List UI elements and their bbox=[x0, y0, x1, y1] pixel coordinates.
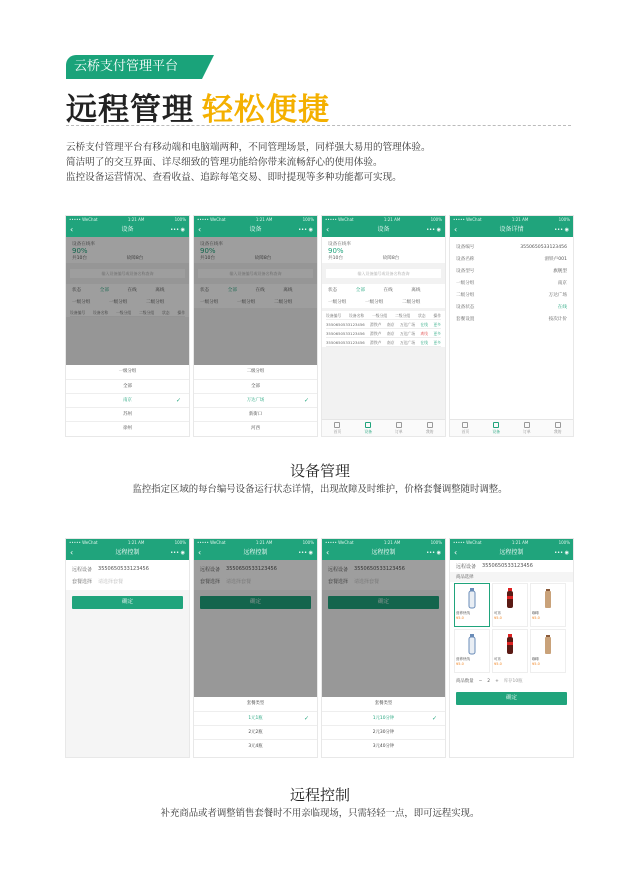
divider bbox=[66, 125, 571, 126]
home-icon bbox=[334, 422, 340, 428]
tab-home[interactable]: 首页 bbox=[334, 422, 342, 435]
tab-order[interactable]: 订单 bbox=[523, 422, 531, 435]
more-icon[interactable]: ••• ◉ bbox=[426, 227, 441, 233]
package-sheet: 套餐类型 1元1瓶 ✓ 2元2瓶 3元4瓶 bbox=[194, 697, 317, 758]
sheet-option[interactable]: 全部 bbox=[194, 379, 317, 393]
product-card[interactable]: 咖啡 ¥5.0 bbox=[530, 629, 566, 673]
tab-device[interactable]: 设备 bbox=[364, 422, 372, 435]
sheet-option[interactable]: 2元2瓶 bbox=[194, 725, 317, 739]
search-input[interactable]: 输入设备编号或设备名称查询 bbox=[326, 269, 441, 278]
tab-online[interactable]: 在线 bbox=[383, 288, 393, 293]
intro-line: 云桥支付管理平台有移动端和电脑端两种，不同管理场景，同样强大易用的管理体验。 bbox=[66, 142, 431, 153]
back-icon[interactable]: ‹ bbox=[326, 225, 330, 234]
section2-title: 远程控制 bbox=[289, 786, 350, 804]
product-card[interactable]: 可乐 ¥5.0 bbox=[492, 583, 528, 627]
phone-device-detail bbox=[449, 215, 574, 437]
device-body: 设备在线率 90% 共10台 故障8台 输入设备编号或设备名称查询 状态 全部 在线 离线 一级分组 一级分组 二级分组 设备编号 设备名称 一级分组 二级分组 状态 操作 一级分组 全部 南京 ✓ 苏州 徐州 bbox=[66, 237, 189, 437]
nav-bar bbox=[66, 223, 189, 237]
nav-bar: ‹ 设备详情 ••• ◉ bbox=[450, 223, 573, 237]
order-icon bbox=[524, 422, 530, 428]
tab-device[interactable]: 设备 bbox=[492, 422, 500, 435]
tab-order[interactable]: 订单 bbox=[395, 422, 403, 435]
user-icon bbox=[427, 422, 433, 428]
table-row[interactable]: 3550650533123456 滑铁卢 南京 万达广场 离线 更多 bbox=[326, 331, 441, 336]
sheet-option[interactable]: 3元4瓶 bbox=[194, 739, 317, 753]
region1-sheet: 一级分组 全部 南京 ✓ 苏州 徐州 bbox=[66, 365, 189, 437]
confirm-button[interactable]: 确定 bbox=[456, 692, 567, 705]
home-icon bbox=[462, 422, 468, 428]
phone-remote-sheet-b: ••••• WeChat 1:21 AM 100% ‹ 远程控制 ••• ◉ 远程设备 3550650533123456 套餐选择 请选择套餐 确定 套餐类型 1元10分钟 ✓ 2元30分钟 3元40分钟 bbox=[321, 538, 446, 758]
phone-remote: ••••• WeChat 1:21 AM 100% ‹ 远程控制 ••• ◉ 远程设备 3550650533123456 套餐选择 请选择套餐 确定 bbox=[65, 538, 190, 758]
product-card[interactable]: 营养快线 ¥5.0 bbox=[454, 583, 490, 627]
intro-text bbox=[66, 140, 431, 185]
user-icon bbox=[555, 422, 561, 428]
plus-icon[interactable]: + bbox=[495, 678, 499, 684]
region2-select[interactable]: 二级分组 bbox=[402, 300, 421, 305]
confirm-button[interactable]: 确定 bbox=[200, 596, 311, 609]
headline-gold: 轻松便捷 bbox=[202, 92, 330, 128]
coffee-icon bbox=[543, 587, 553, 609]
order-icon bbox=[396, 422, 402, 428]
region2-sheet: 二级分组 全部 万达广场 ✓ 新街口 河西 bbox=[194, 365, 317, 437]
bottle-icon bbox=[467, 633, 477, 655]
table-row[interactable]: 3550650533123456 滑铁卢 南京 万达广场 在线 更多 bbox=[326, 340, 441, 345]
more-icon[interactable]: ••• ◉ bbox=[426, 550, 441, 556]
section1-title: 设备管理 bbox=[289, 462, 350, 480]
overlay[interactable] bbox=[66, 237, 189, 373]
sheet-option[interactable]: 全部 bbox=[66, 379, 189, 393]
phone-device-list: ••••• WeChat 1:21 AM 100% ‹ 设备 ••• ◉ 设备在线率 90% 共10台 故障8台 输入设备编号或设备名称查询 状态 全部 在线 离线 一级分组 一级分组 二级分组 设备编号 设备名称 一级分组 二级分组 状态 操作 3550650533123456 滑铁卢 南京 万达广场 在线 更多 3550650533123456 滑铁卢 南京 万达广场 离线 更多 3550650533123456 滑铁卢 南京 万达广场 在线 更多 首页 设备 订单 我的 bbox=[321, 215, 446, 437]
overlay[interactable] bbox=[322, 560, 445, 697]
sheet-option[interactable]: 1元1瓶 ✓ bbox=[194, 711, 317, 725]
status-bar: ••••• WeChat 1:21 AM 100% bbox=[322, 216, 445, 223]
cola-icon bbox=[505, 587, 515, 609]
sheet-option[interactable]: 河西 bbox=[194, 421, 317, 435]
region1-select[interactable]: 一级分组 bbox=[365, 300, 384, 305]
nav-bar: ‹ 远程控制 ••• ◉ bbox=[66, 546, 189, 560]
tab-me[interactable]: 我的 bbox=[554, 422, 562, 435]
status-bar: ••••• WeChat 1:21 AM 100% bbox=[194, 216, 317, 223]
tab-me[interactable]: 我的 bbox=[426, 422, 434, 435]
more-icon[interactable]: ••• ◉ bbox=[554, 550, 569, 556]
search-input[interactable]: 输入设备编号或设备名称查询 bbox=[70, 269, 185, 278]
tab-all[interactable]: 全部 bbox=[355, 288, 365, 293]
more-icon[interactable]: ••• ◉ bbox=[170, 550, 185, 556]
status-bar: ••••• WeChat 1:21 AM 100% bbox=[66, 539, 189, 546]
headline bbox=[66, 84, 330, 129]
package-select[interactable]: 请选择套餐 bbox=[98, 578, 124, 585]
product-card[interactable]: 咖啡 ¥5.0 bbox=[530, 583, 566, 627]
quantity-stepper: 商品数量 − 2 + 库存10瓶 bbox=[456, 678, 523, 684]
nav-bar: ‹ 设备 ••• ◉ bbox=[322, 223, 445, 237]
back-icon[interactable]: ‹ bbox=[70, 548, 74, 557]
section1-desc: 监控指定区域的每台编号设备运行状态详情，出现故障及时维护，价格套餐调整随时调整。 bbox=[132, 484, 508, 495]
device-table: 设备编号 设备名称 一级分组 二级分组 状态 操作 3550650533123456 滑铁卢 南京 万达广场 在线 更多 3550650533123456 滑铁卢 南京 万达广场 离线 更多 3550650533123456 滑铁卢 南京 万达广场 在线 更多 bbox=[322, 311, 445, 347]
intro-line: 监控设备运营情况、查看收益、追踪每笔交易、即时提现等多种功能都可实现。 bbox=[66, 172, 402, 183]
back-icon[interactable]: ‹ bbox=[70, 225, 74, 234]
product-card[interactable]: 可乐 ¥5.0 bbox=[492, 629, 528, 673]
sheet-option[interactable]: 万达广场 ✓ bbox=[194, 393, 317, 407]
sheet-option[interactable]: 新街口 bbox=[194, 407, 317, 421]
overlay[interactable] bbox=[194, 560, 317, 697]
device-icon bbox=[365, 422, 371, 428]
phone-device-region1 bbox=[65, 215, 190, 437]
back-icon[interactable]: ‹ bbox=[198, 548, 202, 557]
nav-title: 设备 bbox=[121, 226, 134, 233]
tab-bar bbox=[450, 419, 573, 437]
more-icon[interactable]: ••• ◉ bbox=[170, 227, 185, 233]
overlay[interactable] bbox=[194, 237, 317, 373]
section2-desc: 补充商品或者调整销售套餐时不用亲临现场，只需轻轻一点，即可远程实现。 bbox=[160, 808, 480, 819]
sheet-option[interactable]: 2元30分钟 bbox=[322, 725, 445, 739]
cola-icon bbox=[505, 633, 515, 655]
back-icon[interactable]: ‹ bbox=[326, 548, 330, 557]
status-bar: ••••• WeChat 1:21 AM 100% bbox=[450, 216, 573, 223]
tab-bar bbox=[322, 419, 445, 437]
tab-home[interactable]: 首页 bbox=[462, 422, 470, 435]
phone-remote-sheet-a: ••••• WeChat 1:21 AM 100% ‹ 远程控制 ••• ◉ 远程设备 3550650533123456 套餐选择 请选择套餐 确定 套餐类型 1元1瓶 ✓ 2元2瓶 3元4瓶 bbox=[193, 538, 318, 758]
phone-device-region2: ••••• WeChat 1:21 AM 100% ‹ 设备 ••• ◉ 设备在线率 90% 共10台 故障8台 输入设备编号或设备名称查询 状态 全部 在线 离线 一级分组 一级分组 二级分组 二级分组 全部 万达广场 ✓ 新街口 河西 bbox=[193, 215, 318, 437]
search-input[interactable]: 输入设备编号或设备名称查询 bbox=[198, 269, 313, 278]
status-bar: ••••• WeChat 1:21 AM 100% bbox=[66, 216, 189, 223]
bottle-icon bbox=[467, 587, 477, 609]
sheet-option[interactable]: 1元10分钟 ✓ bbox=[322, 711, 445, 725]
nav-bar: ‹ 设备 ••• ◉ bbox=[194, 223, 317, 237]
product-card[interactable]: 营养快线 ¥5.0 bbox=[454, 629, 490, 673]
phone-goods: ••••• WeChat 1:21 AM 100% ‹ 远程控制 ••• ◉ 远程设备 3550650533123456 商品选择 营养快线 ¥5.0 可乐 ¥5.0 咖啡 ¥5.0 营养快线 ¥5.0 可乐 ¥5.0 咖啡 ¥5.0 商品数量 − 2 + 库存10瓶 确定 bbox=[449, 538, 574, 758]
back-icon[interactable]: ‹ bbox=[454, 225, 458, 234]
more-icon[interactable]: ••• ◉ bbox=[298, 550, 313, 556]
tab-offline[interactable]: 离线 bbox=[411, 288, 421, 293]
headline-dark: 远程管理 bbox=[66, 92, 194, 128]
package-sheet: 套餐类型 1元10分钟 ✓ 2元30分钟 3元40分钟 bbox=[322, 697, 445, 758]
sheet-option[interactable]: 徐州 bbox=[66, 421, 189, 435]
back-icon[interactable]: ‹ bbox=[454, 548, 458, 557]
back-icon[interactable]: ‹ bbox=[198, 225, 202, 234]
sheet-option[interactable]: 3元40分钟 bbox=[322, 739, 445, 753]
platform-tag: 云桥支付管理平台 bbox=[66, 55, 202, 79]
sheet-option[interactable]: 苏州 bbox=[66, 407, 189, 421]
intro-line: 简洁明了的交互界面、详尽细致的管理功能给你带来流畅舒心的使用体验。 bbox=[66, 157, 383, 168]
device-icon bbox=[493, 422, 499, 428]
confirm-button[interactable]: 确定 bbox=[72, 596, 183, 609]
table-row[interactable]: 3550650533123456 滑铁卢 南京 万达广场 在线 更多 bbox=[326, 322, 441, 327]
confirm-button[interactable]: 确定 bbox=[328, 596, 439, 609]
more-icon[interactable]: ••• ◉ bbox=[298, 227, 313, 233]
detail-list: 设备编号 3550650533123456 设备名称 滑铁卢001 设备型号 旗舰型 一级分组 南京 二级分组 万达广场 设备状态 在线 套餐设置 按次计价 bbox=[456, 244, 567, 322]
minus-icon[interactable]: − bbox=[478, 678, 483, 684]
more-icon[interactable]: ••• ◉ bbox=[554, 227, 569, 233]
product-grid bbox=[450, 582, 573, 674]
sheet-option[interactable]: 南京 ✓ bbox=[66, 393, 189, 407]
coffee-icon bbox=[543, 633, 553, 655]
